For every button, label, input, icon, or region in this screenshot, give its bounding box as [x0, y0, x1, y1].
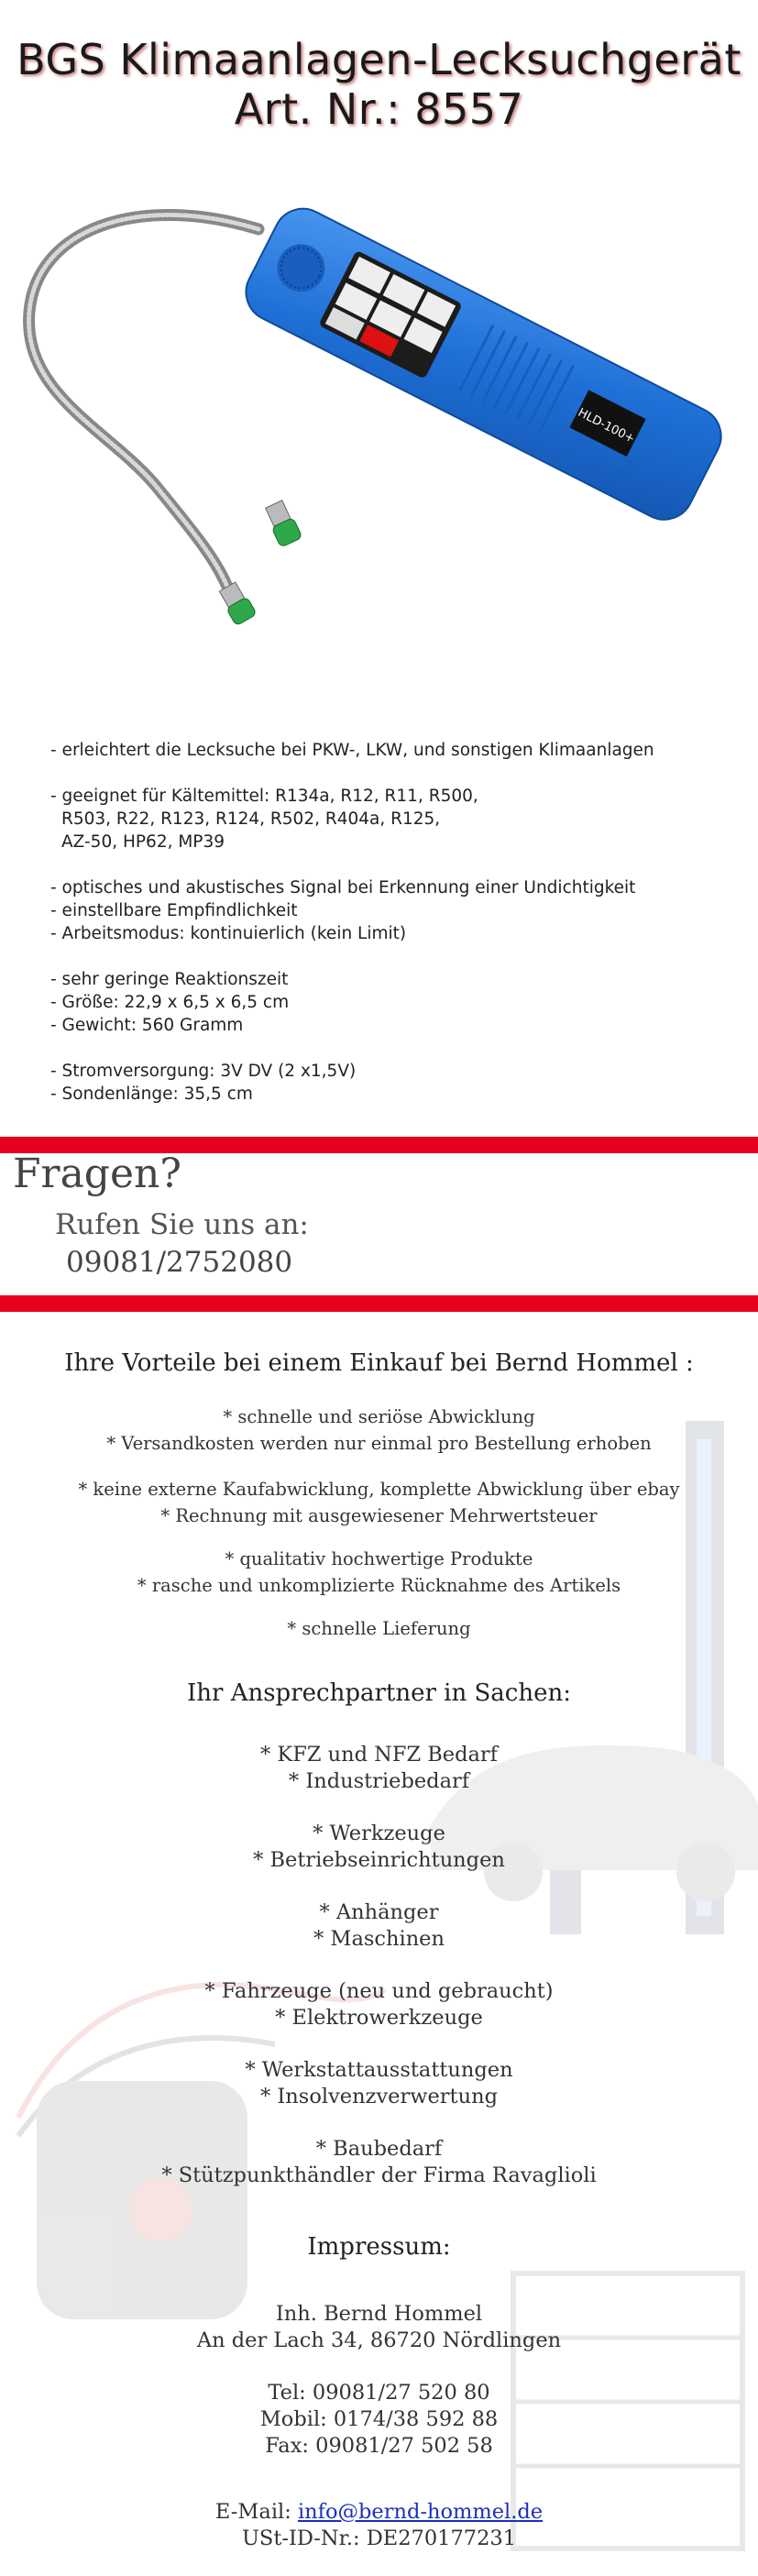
spec-item: - einstellbare Empfindlichkeit [50, 901, 298, 920]
service-item: * KFZ und NFZ Bedarf [260, 1743, 498, 1767]
spec-item: - Stromversorgung: 3V DV (2 x1,5V) [50, 1062, 357, 1081]
street-address: An der Lach 34, 86720 Nördlingen [196, 2328, 562, 2352]
service-group [0, 2057, 758, 2110]
spec-item: - optisches und akustisches Signal bei Erkennung einer Undichtigkeit [50, 878, 636, 897]
service-group [0, 1899, 758, 1953]
service-item: * Baubedarf [315, 2137, 443, 2161]
vorteile-group [0, 1476, 758, 1529]
spec-item: - Arbeitsmodus: kontinuierlich (kein Limit) [50, 924, 407, 943]
vorteil-item: * schnelle und seriöse Abwicklung [223, 1406, 535, 1427]
product-title: BGS Klimaanlagen-Lecksuchgerät [16, 35, 742, 84]
spec-item: - geeignet für Kältemittel: R134a, R12, R11, R500, [50, 787, 478, 806]
spec-item: - Größe: 22,9 x 6,5 x 6,5 cm [50, 993, 290, 1012]
service-item: * Maschinen [313, 1927, 445, 1951]
spec-item: - Gewicht: 560 Gramm [50, 1016, 244, 1035]
red-divider-bottom [0, 1295, 758, 1312]
impressum-phones [0, 2380, 758, 2460]
fax: Fax: 09081/27 502 58 [265, 2434, 493, 2458]
vorteile-heading: Ihre Vorteile bei einem Einkauf bei Bernd Hommel : [64, 1349, 694, 1377]
device-body [236, 199, 731, 530]
service-group [0, 1821, 758, 1874]
service-item: * Anhänger [319, 1900, 439, 1924]
service-item: * Werkzeuge [313, 1822, 445, 1845]
vorteil-item: * rasche und unkomplizierte Rücknahme des Artikels [137, 1575, 621, 1596]
spec-item: - sehr geringe Reaktionszeit [50, 970, 289, 989]
email-line [0, 2499, 758, 2526]
service-item: * Insolvenzverwertung [260, 2085, 498, 2108]
vat-id: USt-ID-Nr.: DE270177231 [241, 2526, 517, 2550]
vorteile-group [0, 1546, 758, 1599]
service-group [0, 2136, 758, 2189]
service-item: * Betriebseinrichtungen [253, 1848, 505, 1872]
email-link[interactable]: info@bernd-hommel.de [297, 2500, 544, 2524]
vorteil-item: * Rechnung mit ausgewiesener Mehrwertsteuer [160, 1505, 598, 1526]
ansprechpartner-heading: Ihr Ansprechpartner in Sachen: [186, 1679, 572, 1707]
spec-item: R503, R22, R123, R124, R502, R404a, R125, [61, 809, 441, 829]
vorteile-group [0, 1615, 758, 1642]
service-item: * Fahrzeuge (neu und gebraucht) [204, 1979, 554, 2003]
vorteil-item: * keine externe Kaufabwicklung, komplette Abwicklung über ebay [78, 1479, 680, 1500]
spec-item: AZ-50, HP62, MP39 [61, 832, 225, 852]
impressum-heading: Impressum: [307, 2233, 451, 2261]
spec-item: - Sondenlänge: 35,5 cm [50, 1084, 253, 1104]
article-number: Art. Nr.: 8557 [234, 84, 524, 134]
impressum-online [0, 2499, 758, 2552]
spec-item: - erleichtert die Lecksuche bei PKW-, LKW, und sonstigen Klimaanlagen [50, 741, 654, 760]
fragen-heading: Fragen? [13, 1150, 181, 1197]
spare-tip [263, 500, 302, 548]
service-group [0, 1742, 758, 1795]
spec-list [50, 739, 710, 1106]
model-label: HLD-100+ [575, 405, 637, 446]
service-group [0, 1978, 758, 2031]
call-us-text: Rufen Sie uns an: [55, 1208, 309, 1241]
email-label: E-Mail: [214, 2500, 298, 2524]
hotline-number: 09081/2752080 [66, 1246, 293, 1279]
vorteil-item: * Versandkosten werden nur einmal pro Bestellung erhoben [106, 1433, 652, 1454]
vorteile-group [0, 1404, 758, 1457]
impressum-address [0, 2301, 758, 2354]
service-item: * Elektrowerkzeuge [275, 2006, 483, 2030]
service-item: * Industriebedarf [288, 1769, 470, 1793]
telephone: Tel: 09081/27 520 80 [268, 2381, 490, 2405]
mobile: Mobil: 0174/38 592 88 [259, 2407, 499, 2431]
owner-name: Inh. Bernd Hommel [275, 2302, 483, 2326]
service-item: * Stützpunkthändler der Firma Ravaglioli [161, 2163, 597, 2187]
service-item: * Werkstattausstattungen [245, 2058, 513, 2082]
vorteil-item: * schnelle Lieferung [287, 1618, 471, 1639]
product-image [0, 156, 758, 724]
vorteil-item: * qualitativ hochwertige Produkte [225, 1548, 533, 1569]
company-info [0, 1311, 758, 2576]
